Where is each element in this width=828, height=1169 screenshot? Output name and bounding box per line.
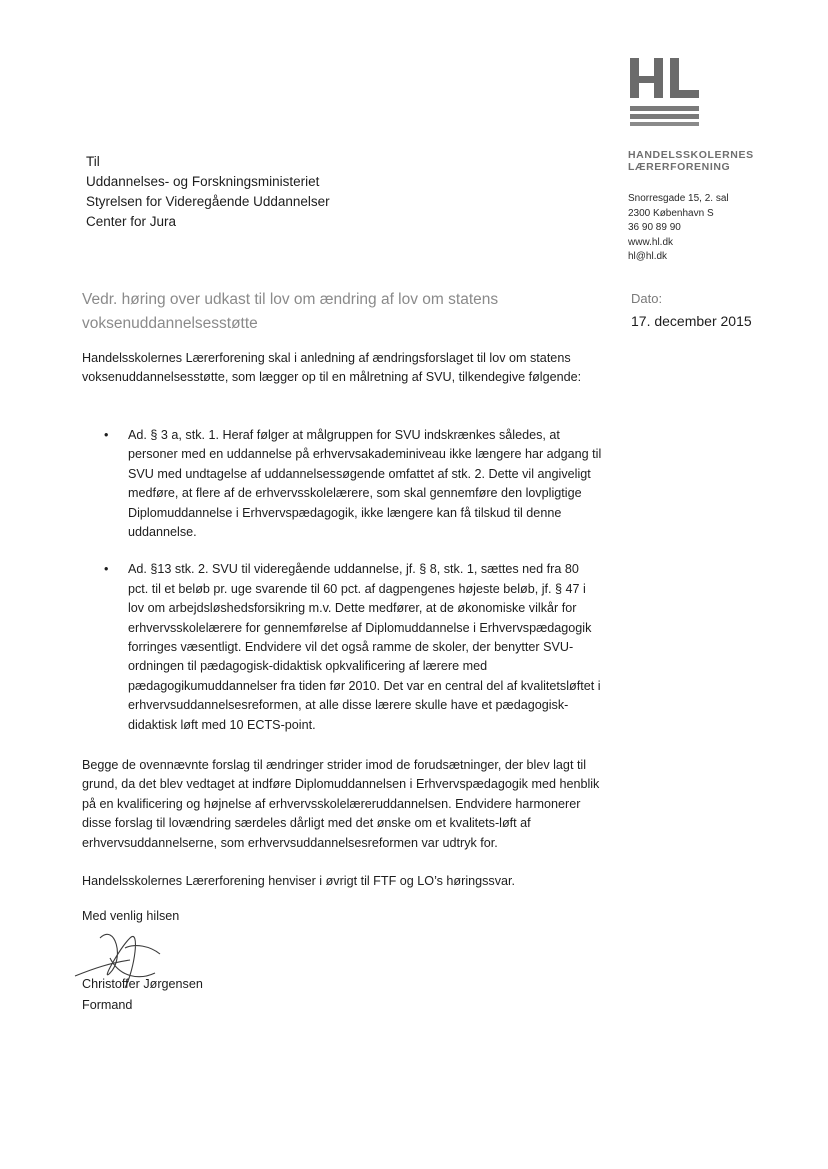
date-value: 17. december 2015: [631, 313, 752, 329]
signatory: [82, 974, 203, 1016]
email-link[interactable]: hl@hl.dk: [628, 251, 668, 263]
bullet-icon: •: [104, 562, 109, 577]
recipient-line: Til: [86, 154, 100, 169]
org-name-line1: HANDELSSKOLERNES: [628, 149, 754, 161]
list-item: [82, 560, 602, 735]
bullet-list: [82, 426, 602, 753]
recipient-block: [86, 152, 330, 232]
recipient-line: Uddannelses- og Forskningsministeriet: [86, 174, 320, 189]
bullet-icon: •: [104, 428, 109, 442]
subject-heading: Vedr. høring over udkast til lov om ændring af lov om statens voksenuddannelsesstøtte: [82, 291, 499, 332]
org-name-line2: LÆRERFORENING: [628, 161, 731, 173]
paragraph-3: Handelsskolernes Lærerforening henviser i øvrigt til FTF og LO’s høringssvar.: [82, 874, 516, 888]
recipient-line: Center for Jura: [86, 214, 177, 229]
signatory-title: Formand: [82, 998, 133, 1012]
contact-block: [628, 192, 729, 265]
signatory-name: Christoffer Jørgensen: [82, 977, 203, 991]
address-street: Snorresgade 15, 2. sal: [628, 193, 729, 204]
website-link[interactable]: www.hl.dk: [628, 236, 674, 248]
phone-number: 36 90 89 90: [628, 222, 681, 234]
hl-logo: [628, 52, 758, 132]
date-label: Dato:: [631, 291, 663, 306]
paragraph-2: Begge de ovennævnte forslag til ændringer strider imod de forudsætninger, der blev lagt til grund, da det blev vedtaget at indføre Diplomuddannelsen i Erhvervspædagogik med henblik på en kvalificering og højnelse af erhvervsskolelæreruddannelsen. Endvidere harmonerer disse forslag til lovændring særdeles dårligt med det ønske om et kvalitets-løft af erhvervsuddannelserne, som erhvervsuddannelsesreformen var udtryk for.: [82, 758, 600, 850]
address-city: 2300 København S: [628, 207, 714, 219]
organization-name: [628, 149, 754, 173]
closing-line: Med venlig hilsen: [82, 909, 180, 923]
recipient-line: Styrelsen for Videregående Uddannelser: [86, 194, 330, 209]
bullet-text: Ad. §13 stk. 2. SVU til videregående uddannelse, jf. § 8, stk. 1, sættes ned fra 80 pct. til et beløb pr. uge svarende til 60 pct. af dagpengenes højeste beløb, jf. § 47 i lov om arbejdsløshedsforsikring m.v. Dette medfører, at de økonomiske vilkår for erhvervsskolelærere for gennemførelse af Diplomuddannelse i Erhvervspædagogik forringes væsentligt. Endvidere vil det også ramme de skoler, der benytter SVU-ordningen til pædagogisk-didaktisk opkvalificering af lærere med pædagogikumuddannelser fra tiden før 2010. Det var en central del af kvalitetsløftet i erhvervsuddannelsesreformen, at alle disse lærere skulle have et pædagogisk-didaktisk løft med 10 ECTS-point.: [128, 562, 601, 732]
intro-paragraph: Handelsskolernes Lærerforening skal i anledning af ændringsforslaget til lov om statens voksenuddannelsesstøtte, som lægger op til en målretning af SVU, tilkendegive følgende:: [82, 351, 582, 385]
hl-logo-icon: [628, 52, 758, 132]
bullet-text: Ad. § 3 a, stk. 1. Heraf følger at målgruppen for SVU indskrænkes således, at personer med en uddannelse på erhvervsakademiniveau ikke længere har adgang til SVU med undtagelse af uddannelsessøgende omfattet af stk. 2. Dette vil angiveligt medføre, at flere af de erhvervsskolelærere, som skal gennemføre den lovpligtige Diplomuddannelse i Erhvervspædagogik, ikke længere kan få tilskud til denne uddannelse.: [128, 428, 602, 540]
list-item: [82, 426, 602, 542]
